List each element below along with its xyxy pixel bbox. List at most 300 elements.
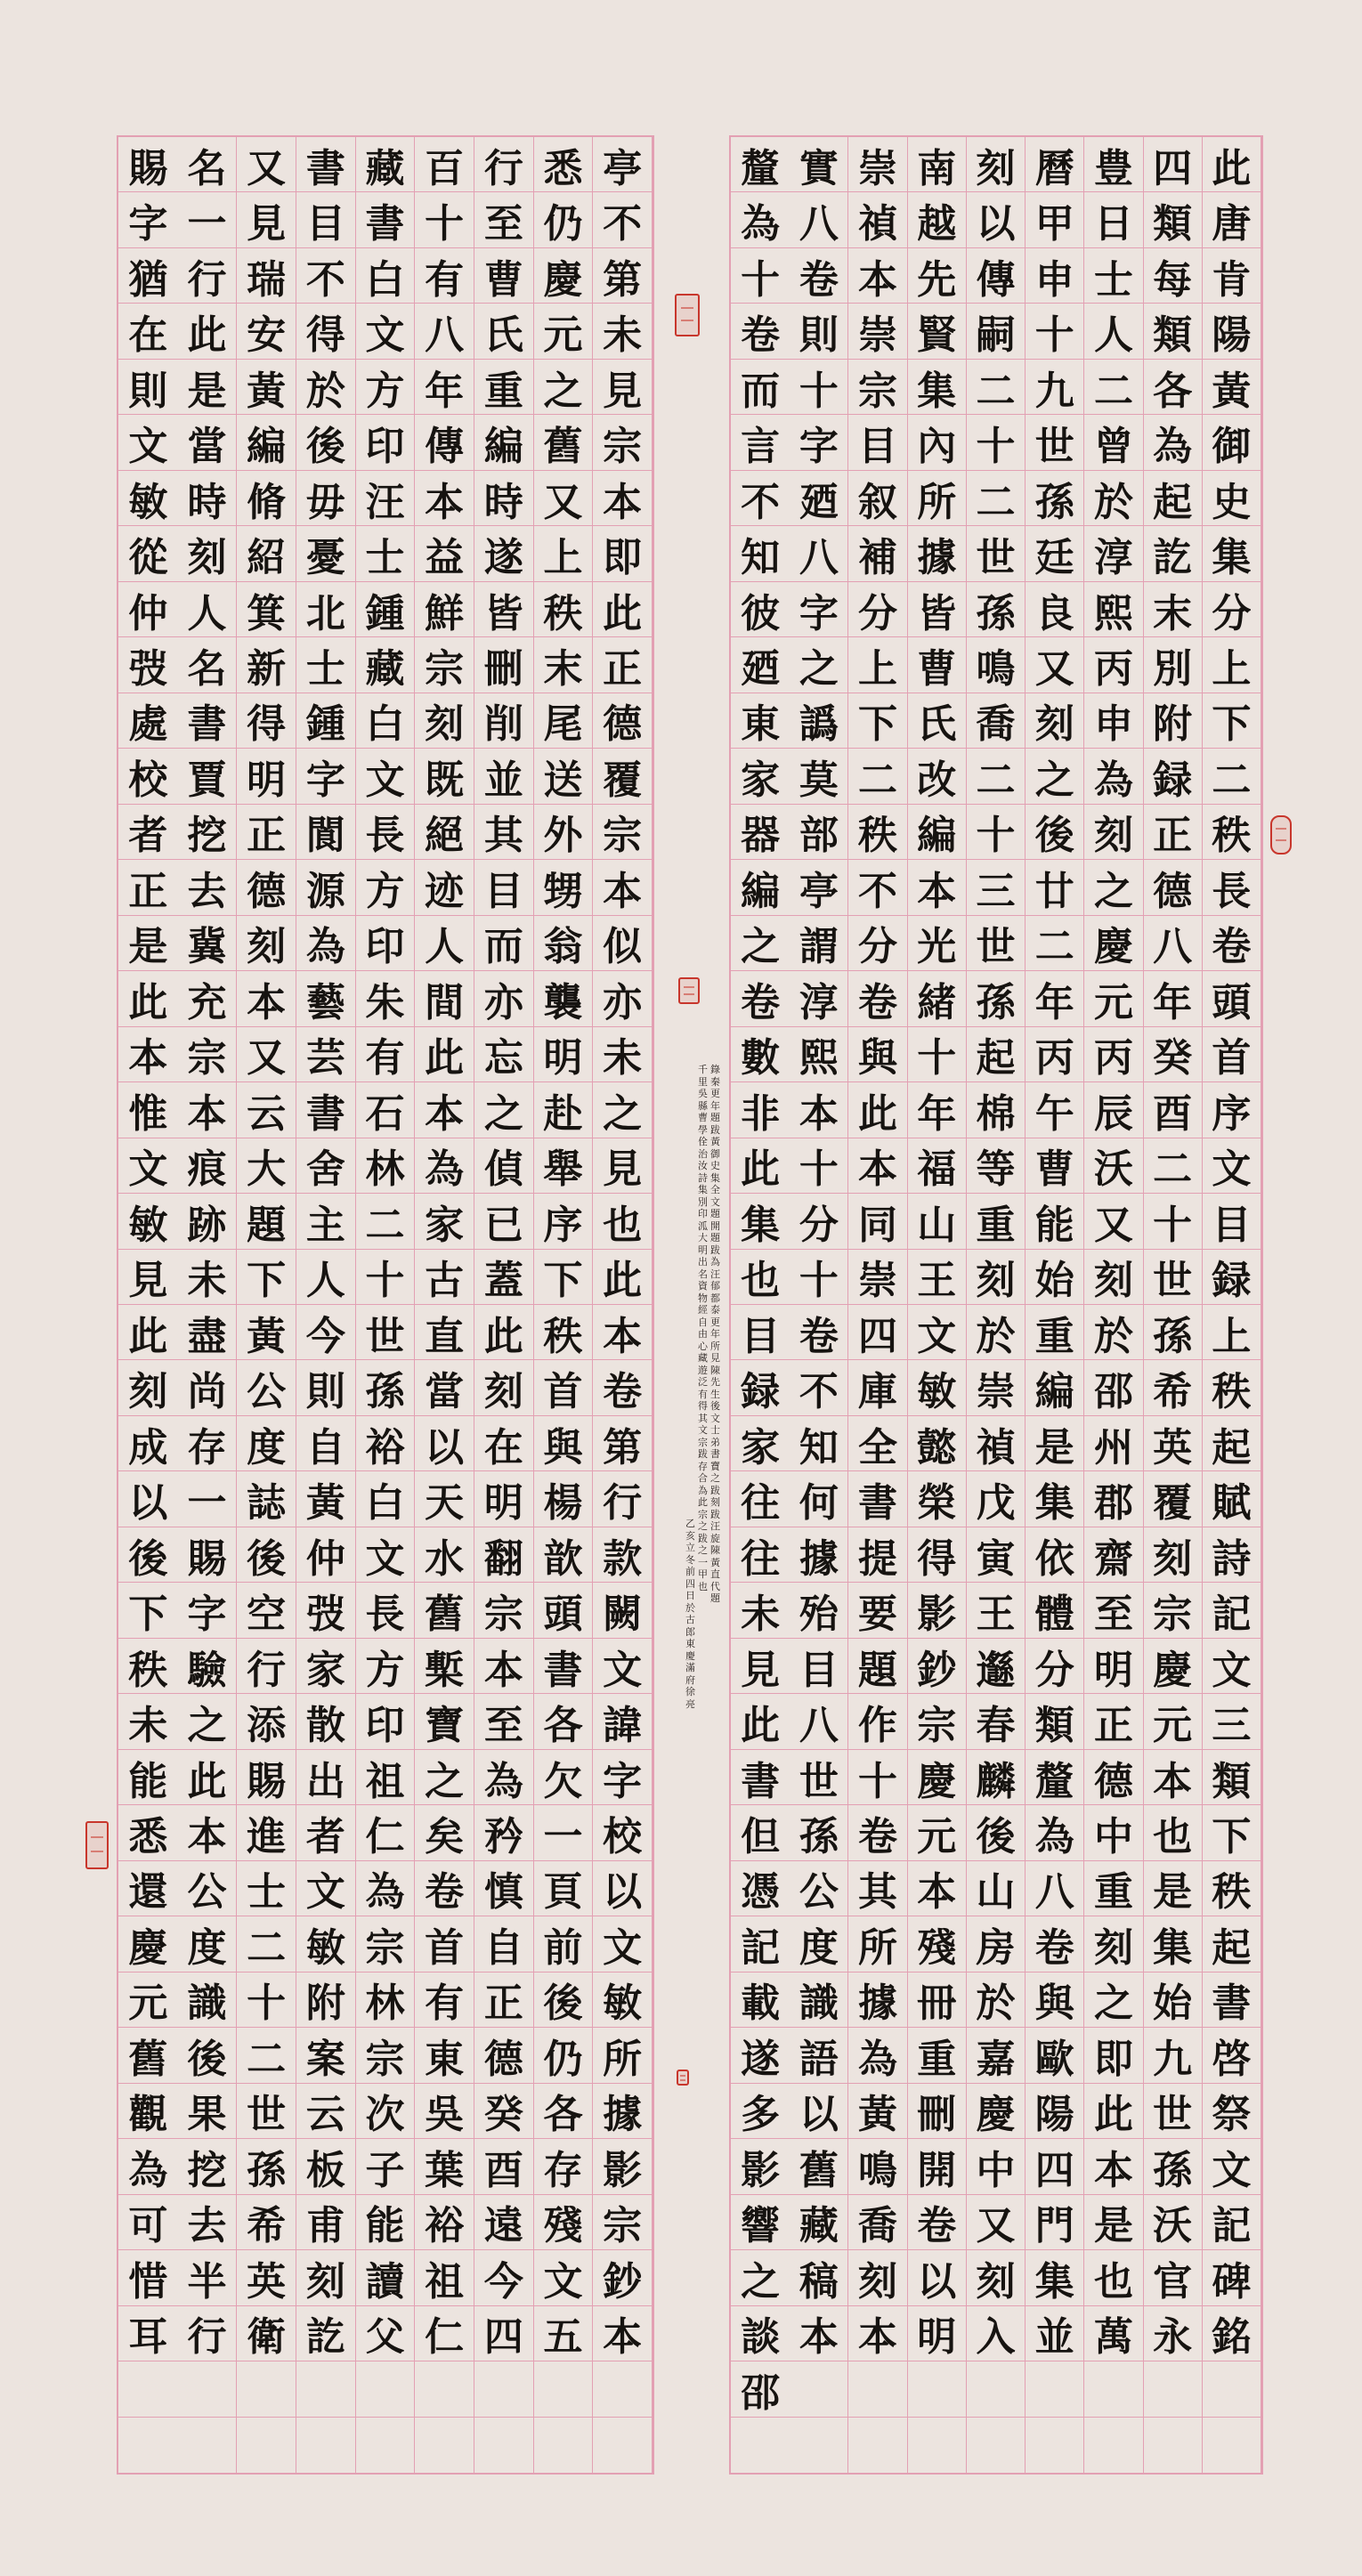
character-cell: 編 — [474, 415, 533, 470]
character-cell: 廷 — [1026, 526, 1083, 581]
character-cell: 此 — [178, 1750, 237, 1805]
character-cell: 長 — [356, 1583, 415, 1638]
character-cell: 公 — [237, 1360, 296, 1415]
character-cell: 頭 — [1203, 971, 1261, 1026]
character-cell: 卷 — [790, 248, 847, 304]
character-cell: 山 — [908, 1194, 966, 1249]
character-cell: 林 — [356, 1973, 415, 2028]
character-cell: 頭 — [534, 1583, 593, 1638]
character-cell: 藏 — [356, 637, 415, 693]
character-cell: 翻 — [474, 1527, 533, 1583]
character-cell: 往 — [731, 1471, 790, 1527]
character-cell: 刪 — [474, 637, 533, 693]
character-cell: 安 — [237, 304, 296, 359]
character-cell: 散 — [296, 1694, 355, 1749]
character-cell: 舍 — [296, 1138, 355, 1194]
character-cell: 郡 — [1084, 1471, 1142, 1527]
character-cell: 藝 — [296, 971, 355, 1026]
character-cell: 宗 — [593, 805, 652, 860]
character-cell: 敏 — [118, 1194, 178, 1249]
character-cell: 十 — [967, 415, 1025, 470]
character-cell: 鈔 — [593, 2250, 652, 2305]
character-cell: 知 — [790, 1416, 847, 1471]
character-cell: 新 — [237, 637, 296, 693]
character-cell: 本 — [790, 2306, 847, 2361]
character-cell: 九 — [1026, 360, 1083, 415]
character-cell: 四 — [1144, 137, 1202, 192]
character-cell: 後 — [534, 1973, 593, 2028]
character-cell: 為 — [1144, 415, 1202, 470]
character-cell: 本 — [1084, 2139, 1142, 2194]
character-cell: 孫 — [790, 1805, 847, 1860]
character-cell: 中 — [967, 2139, 1025, 2194]
character-cell: 豊 — [1084, 137, 1142, 192]
character-cell — [1084, 2361, 1142, 2417]
character-cell: 林 — [356, 1138, 415, 1194]
character-cell: 十 — [731, 248, 790, 304]
character-cell: 之 — [1084, 1973, 1142, 2028]
character-cell: 王 — [908, 1250, 966, 1305]
character-cell: 又 — [237, 137, 296, 192]
character-cell: 案 — [296, 2028, 355, 2083]
character-cell: 目 — [1203, 1194, 1261, 1249]
character-cell: 中 — [1084, 1805, 1142, 1860]
character-cell: 以 — [593, 1861, 652, 1916]
character-cell: 今 — [296, 1305, 355, 1360]
character-cell: 癸 — [474, 2084, 533, 2139]
character-cell: 尾 — [534, 693, 593, 749]
character-cell: 午 — [1026, 1082, 1083, 1138]
character-cell: 並 — [1026, 2306, 1083, 2361]
character-cell: 下 — [534, 1250, 593, 1305]
character-cell: 本 — [415, 1082, 474, 1138]
character-cell: 癸 — [1144, 1027, 1202, 1082]
character-cell: 邵 — [1084, 1360, 1142, 1415]
character-cell: 有 — [415, 1973, 474, 2028]
character-cell: 集 — [731, 1194, 790, 1249]
character-cell: 也 — [1144, 1805, 1202, 1860]
character-cell: 冀 — [178, 916, 237, 971]
character-cell: 八 — [1144, 916, 1202, 971]
character-cell: 語 — [790, 2028, 847, 2083]
character-cell: 世 — [1144, 2084, 1202, 2139]
character-cell: 文 — [356, 1527, 415, 1583]
character-cell: 刻 — [1026, 693, 1083, 749]
character-cell: 此 — [1203, 137, 1261, 192]
character-cell: 載 — [731, 1973, 790, 2028]
character-cell: 四 — [1026, 2139, 1083, 2194]
character-cell: 集 — [908, 360, 966, 415]
character-cell: 時 — [178, 471, 237, 526]
character-cell: 本 — [474, 1639, 533, 1694]
character-cell — [237, 2361, 296, 2417]
character-cell: 十 — [790, 360, 847, 415]
character-cell: 憂 — [296, 526, 355, 581]
character-cell: 別 — [1144, 637, 1202, 693]
character-cell: 下 — [1203, 1805, 1261, 1860]
character-cell: 有 — [415, 248, 474, 304]
character-cell: 是 — [1026, 1416, 1083, 1471]
character-cell: 本 — [908, 860, 966, 915]
character-cell: 主 — [296, 1194, 355, 1249]
character-cell: 編 — [908, 805, 966, 860]
character-cell: 東 — [415, 2028, 474, 2083]
character-cell: 士 — [1084, 248, 1142, 304]
character-cell: 賜 — [118, 137, 178, 192]
character-cell: 賈 — [178, 749, 237, 804]
character-cell — [474, 2418, 533, 2473]
character-cell: 二 — [237, 1916, 296, 1972]
character-cell: 起 — [1203, 1916, 1261, 1972]
character-cell: 氏 — [474, 304, 533, 359]
character-cell: 十 — [790, 1250, 847, 1305]
character-cell: 宗 — [415, 637, 474, 693]
character-cell: 部 — [790, 805, 847, 860]
character-cell: 各 — [534, 2084, 593, 2139]
character-cell — [593, 2361, 652, 2417]
character-cell: 者 — [296, 1805, 355, 1860]
character-cell: 文 — [1203, 1138, 1261, 1194]
character-cell: 二 — [1144, 1138, 1202, 1194]
character-cell: 秩 — [1203, 805, 1261, 860]
character-cell: 為 — [415, 1138, 474, 1194]
inscription-line: 乙亥立冬前四日於古郎東慶滿府徐亮 — [685, 1518, 695, 1710]
character-cell: 正 — [1144, 805, 1202, 860]
character-cell: 遠 — [474, 2195, 533, 2250]
character-cell: 據 — [908, 526, 966, 581]
character-cell: 同 — [848, 1194, 906, 1249]
character-cell: 長 — [1203, 860, 1261, 915]
character-cell: 本 — [848, 248, 906, 304]
character-cell — [296, 2418, 355, 2473]
character-cell: 翁 — [534, 916, 593, 971]
character-cell: 下 — [848, 693, 906, 749]
character-cell: 分 — [790, 1194, 847, 1249]
character-cell: 之 — [593, 1082, 652, 1138]
character-cell — [296, 2361, 355, 2417]
character-cell: 崇 — [848, 137, 906, 192]
character-cell: 其 — [474, 805, 533, 860]
character-cell: 削 — [474, 693, 533, 749]
character-cell: 正 — [118, 860, 178, 915]
text-column — [118, 137, 178, 2473]
character-cell: 十 — [237, 1973, 296, 2028]
character-cell: 即 — [1084, 2028, 1142, 2083]
character-cell: 耳 — [118, 2306, 178, 2361]
character-cell: 補 — [848, 526, 906, 581]
character-cell: 附 — [296, 1973, 355, 2028]
character-cell: 也 — [1084, 2250, 1142, 2305]
character-cell: 非 — [731, 1082, 790, 1138]
character-cell: 麟 — [967, 1750, 1025, 1805]
character-cell: 在 — [474, 1416, 533, 1471]
character-cell: 既 — [415, 749, 474, 804]
character-cell: 內 — [908, 415, 966, 470]
character-cell: 秩 — [534, 582, 593, 637]
character-cell: 見 — [593, 360, 652, 415]
character-cell — [1084, 2418, 1142, 2473]
character-cell: 福 — [908, 1138, 966, 1194]
character-cell: 影 — [731, 2139, 790, 2194]
character-cell: 慎 — [474, 1861, 533, 1916]
character-cell: 宗 — [848, 360, 906, 415]
character-cell: 字 — [790, 582, 847, 637]
character-cell: 成 — [118, 1416, 178, 1471]
character-cell: 陽 — [1026, 2084, 1083, 2139]
character-cell — [1203, 2418, 1261, 2473]
character-cell: 孫 — [1144, 2139, 1202, 2194]
character-cell: 上 — [1203, 637, 1261, 693]
character-cell: 二 — [848, 749, 906, 804]
character-cell: 古 — [415, 1250, 474, 1305]
character-cell: 得 — [237, 693, 296, 749]
character-cell: 八 — [1026, 1861, 1083, 1916]
character-cell: 釐 — [731, 137, 790, 192]
character-cell: 至 — [1084, 1583, 1142, 1638]
character-cell: 則 — [790, 304, 847, 359]
character-cell: 之 — [178, 1694, 237, 1749]
character-cell: 編 — [237, 415, 296, 470]
character-cell: 黃 — [848, 2084, 906, 2139]
character-cell: 慶 — [118, 1916, 178, 1972]
character-cell: 寶 — [415, 1694, 474, 1749]
character-cell: 實 — [790, 137, 847, 192]
character-cell: 史 — [1203, 471, 1261, 526]
character-cell: 碑 — [1203, 2250, 1261, 2305]
character-cell: 子 — [356, 2139, 415, 2194]
character-cell: 廼 — [790, 471, 847, 526]
character-cell: 未 — [118, 1694, 178, 1749]
character-cell: 後 — [118, 1527, 178, 1583]
character-cell: 白 — [356, 248, 415, 304]
character-cell: 驗 — [178, 1639, 237, 1694]
character-cell: 此 — [118, 971, 178, 1026]
character-cell: 入 — [967, 2306, 1025, 2361]
character-cell — [178, 2361, 237, 2417]
character-cell: 重 — [967, 1194, 1025, 1249]
character-cell: 是 — [1144, 1861, 1202, 1916]
character-cell: 宗 — [178, 1027, 237, 1082]
character-cell: 行 — [237, 1639, 296, 1694]
character-cell: 全 — [848, 1416, 906, 1471]
character-cell: 重 — [474, 360, 533, 415]
character-cell: 世 — [237, 2084, 296, 2139]
character-cell: 目 — [790, 1639, 847, 1694]
character-cell: 年 — [1026, 971, 1083, 1026]
character-cell: 惟 — [118, 1082, 178, 1138]
character-cell: 上 — [1203, 1305, 1261, 1360]
text-column — [1144, 137, 1203, 2473]
character-cell: 鍾 — [296, 693, 355, 749]
character-cell: 下 — [118, 1583, 178, 1638]
character-cell: 卷 — [848, 971, 906, 1026]
character-cell: 目 — [474, 860, 533, 915]
character-cell — [908, 2361, 966, 2417]
inscription-colophon — [684, 1064, 725, 2070]
character-cell: 於 — [296, 360, 355, 415]
character-cell — [848, 2418, 906, 2473]
character-cell: 每 — [1144, 248, 1202, 304]
character-cell: 元 — [118, 1973, 178, 2028]
character-cell — [474, 2361, 533, 2417]
character-cell: 皆 — [474, 582, 533, 637]
character-cell: 未 — [731, 1583, 790, 1638]
character-cell: 之 — [731, 916, 790, 971]
character-cell: 據 — [790, 1527, 847, 1583]
character-cell: 藏 — [790, 2195, 847, 2250]
character-cell: 遂 — [731, 2028, 790, 2083]
character-cell: 棉 — [967, 1082, 1025, 1138]
character-cell — [908, 2418, 966, 2473]
character-cell: 黃 — [237, 360, 296, 415]
character-cell: 本 — [1144, 1750, 1202, 1805]
character-cell: 年 — [415, 360, 474, 415]
character-cell: 元 — [1144, 1694, 1202, 1749]
character-cell: 此 — [178, 304, 237, 359]
character-cell: 刻 — [967, 2250, 1025, 2305]
character-cell: 年 — [1144, 971, 1202, 1026]
character-cell: 崇 — [967, 1360, 1025, 1415]
inscription-line: 錄秦更年題跋黃御史集全文題開題跋為汪郁都泰更年所見陳先生後文士弟書寶之跋刻跋汪旋陳黃直代題 — [710, 1064, 720, 1604]
character-cell: 此 — [474, 1305, 533, 1360]
character-cell: 書 — [296, 137, 355, 192]
character-cell: 體 — [1026, 1583, 1083, 1638]
text-column — [356, 137, 416, 2473]
character-cell: 之 — [731, 2250, 790, 2305]
character-cell: 萬 — [1084, 2306, 1142, 2361]
character-cell: 祭 — [1203, 2084, 1261, 2139]
character-cell: 起 — [967, 1027, 1025, 1082]
character-cell: 此 — [118, 1305, 178, 1360]
character-cell: 依 — [1026, 1527, 1083, 1583]
character-cell: 亦 — [474, 971, 533, 1026]
right-text-panel — [729, 135, 1263, 2475]
character-cell: 所 — [593, 2028, 652, 2083]
character-cell — [118, 2418, 178, 2473]
character-cell: 第 — [593, 248, 652, 304]
character-cell: 刻 — [1084, 1916, 1142, 1972]
character-cell: 殘 — [908, 1916, 966, 1972]
character-cell: 本 — [593, 1305, 652, 1360]
character-cell: 舉 — [534, 1138, 593, 1194]
character-cell: 末 — [1144, 582, 1202, 637]
character-cell: 光 — [908, 916, 966, 971]
character-cell: 何 — [790, 1471, 847, 1527]
character-cell — [415, 2418, 474, 2473]
character-cell: 秩 — [118, 1639, 178, 1694]
character-cell: 丙 — [1084, 1027, 1142, 1082]
character-cell: 仁 — [415, 2306, 474, 2361]
character-cell: 見 — [237, 192, 296, 247]
character-cell: 字 — [593, 1750, 652, 1805]
character-cell: 三 — [967, 860, 1025, 915]
character-cell: 曹 — [908, 637, 966, 693]
character-cell: 曹 — [1026, 1138, 1083, 1194]
character-cell: 熙 — [1084, 582, 1142, 637]
character-cell: 廼 — [731, 637, 790, 693]
character-cell: 十 — [1144, 1194, 1202, 1249]
character-cell: 傳 — [967, 248, 1025, 304]
character-cell: 榮 — [908, 1471, 966, 1527]
character-cell: 孫 — [967, 971, 1025, 1026]
character-cell: 編 — [1026, 1360, 1083, 1415]
character-cell: 又 — [967, 2195, 1025, 2250]
character-cell: 下 — [237, 1250, 296, 1305]
character-cell: 本 — [178, 1082, 237, 1138]
character-cell: 分 — [848, 916, 906, 971]
character-cell: 自 — [296, 1416, 355, 1471]
character-cell: 記 — [731, 1916, 790, 1972]
character-cell: 類 — [1144, 304, 1202, 359]
character-cell: 也 — [593, 1194, 652, 1249]
character-cell: 已 — [474, 1194, 533, 1249]
character-cell: 赴 — [534, 1082, 593, 1138]
character-cell: 孫 — [356, 1360, 415, 1415]
character-cell: 曆 — [1026, 137, 1083, 192]
character-cell: 舊 — [118, 2028, 178, 2083]
character-cell: 東 — [731, 693, 790, 749]
character-cell: 士 — [356, 526, 415, 581]
character-cell: 世 — [790, 1750, 847, 1805]
seal-stamp-middle — [678, 977, 700, 1004]
character-cell: 山 — [967, 1861, 1025, 1916]
character-cell: 誌 — [237, 1471, 296, 1527]
character-cell: 齋 — [1084, 1527, 1142, 1583]
character-cell: 文 — [296, 1861, 355, 1916]
character-cell: 申 — [1026, 248, 1083, 304]
character-cell: 舊 — [790, 2139, 847, 2194]
character-cell: 方 — [356, 360, 415, 415]
character-cell: 於 — [967, 1973, 1025, 2028]
character-cell: 之 — [790, 637, 847, 693]
seal-stamp-right-edge — [1270, 815, 1292, 855]
character-cell: 以 — [790, 2084, 847, 2139]
character-cell: 文 — [356, 749, 415, 804]
character-cell: 未 — [178, 1250, 237, 1305]
character-cell: 刻 — [178, 526, 237, 581]
character-cell: 敏 — [118, 471, 178, 526]
text-column — [790, 137, 848, 2473]
character-cell: 甥 — [534, 860, 593, 915]
character-cell: 云 — [296, 2084, 355, 2139]
character-cell: 一 — [534, 1805, 593, 1860]
character-cell: 諱 — [593, 1694, 652, 1749]
character-cell: 裕 — [356, 1416, 415, 1471]
character-cell: 目 — [731, 1305, 790, 1360]
character-cell: 慶 — [534, 248, 593, 304]
character-cell: 跡 — [178, 1194, 237, 1249]
character-cell: 去 — [178, 2195, 237, 2250]
character-cell: 明 — [474, 1471, 533, 1527]
character-cell: 喬 — [967, 693, 1025, 749]
seal-stamp-inscription — [677, 2070, 689, 2086]
character-cell: 目 — [296, 192, 355, 247]
character-cell: 王 — [967, 1583, 1025, 1638]
character-cell: 四 — [848, 1305, 906, 1360]
character-cell: 世 — [1144, 1250, 1202, 1305]
character-cell: 五 — [534, 2306, 593, 2361]
character-cell: 朱 — [356, 971, 415, 1026]
character-cell: 孫 — [1144, 1305, 1202, 1360]
character-cell: 出 — [296, 1750, 355, 1805]
character-cell: 為 — [1026, 1805, 1083, 1860]
character-cell: 見 — [118, 1250, 178, 1305]
character-cell: 至 — [474, 192, 533, 247]
character-cell: 二 — [356, 1194, 415, 1249]
character-cell: 得 — [296, 304, 355, 359]
character-cell: 一 — [178, 192, 237, 247]
character-cell: 仍 — [534, 2028, 593, 2083]
